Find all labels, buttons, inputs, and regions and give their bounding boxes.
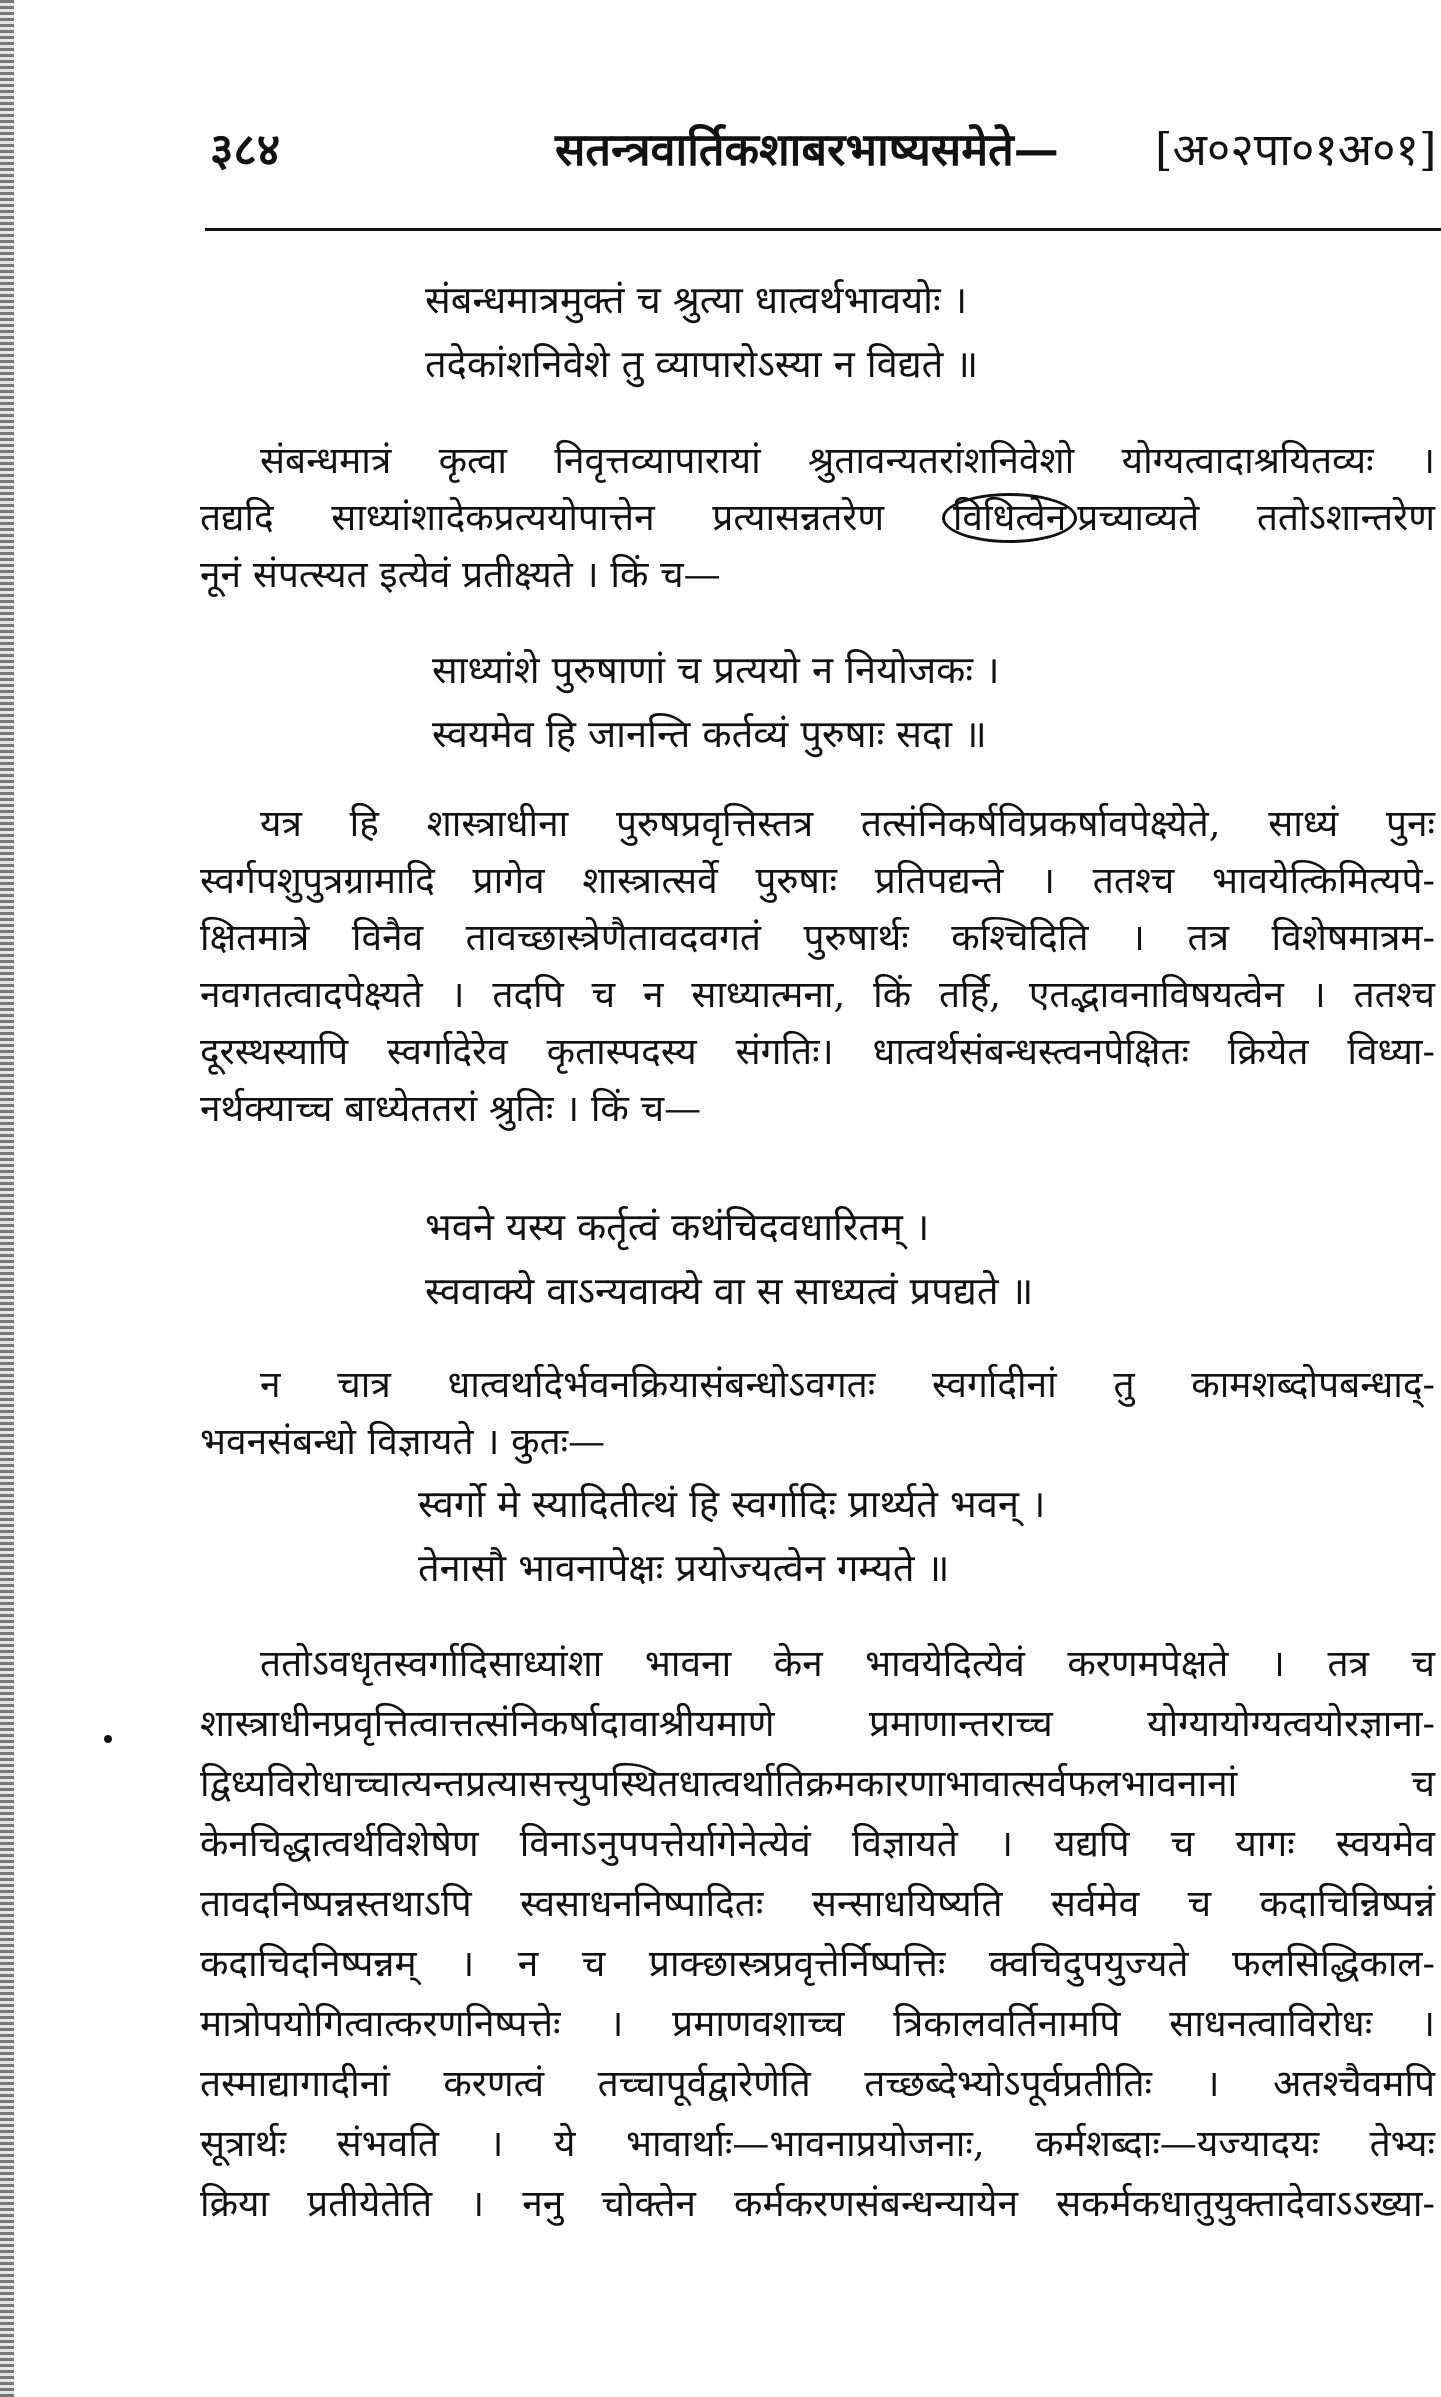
- paragraph-line: ततोऽवधृतस्वर्गादिसाध्यांशा भावना केन भावयेदित्येवं करणमपेक्षते । तत्र च: [260, 1642, 1435, 1685]
- line-text: प्रच्याव्यते ततोऽशान्तरेण: [1077, 496, 1435, 539]
- verse-block: [425, 268, 978, 396]
- verse-line: स्वर्गो मे स्यादितीत्थं हि स्वर्गादिः प्रार्थ्यते भवन् ।: [418, 1482, 1046, 1526]
- paragraph-line: द्विध्यविरोधाच्चात्यन्तप्रत्यासत्त्युपस्थितधात्वर्थातिक्रमकारणाभावात्सर्वफलभावनानां च: [200, 1762, 1435, 1805]
- stray-ink-dot: [104, 1735, 112, 1743]
- verse-block: [425, 1195, 1033, 1323]
- verse-line: साध्यांशे पुरुषाणां च प्रत्ययो न नियोजकः ।: [432, 648, 1000, 692]
- paragraph-line: तावदनिष्पन्नस्तथाऽपि स्वसाधननिष्पादितः सन्साधयिष्यति सर्वमेव च कदाचिन्निष्पन्नं: [200, 1882, 1435, 1925]
- paragraph-line: तस्माद्यागादीनां करणत्वं तच्चापूर्वद्वारेणेति तच्छब्देभ्योऽपूर्वप्रतीतिः । अतश्चैवमपि: [200, 2062, 1435, 2105]
- verse-block: [418, 1472, 1045, 1600]
- paragraph-line: यत्र हि शास्त्राधीना पुरुषप्रवृत्तिस्तत्र तत्संनिकर्षविप्रकर्षावपेक्ष्येते, साध्यं पुनः: [260, 802, 1435, 845]
- commentary-paragraph: [200, 1634, 1435, 2234]
- paragraph-line: केनचिद्धात्वर्थविशेषेण विनाऽनुपपत्तेर्यागेनेत्येवं विज्ञायते । यद्यपि च यागः स्वयमेव: [200, 1822, 1435, 1865]
- paragraph-line: नवगतत्वादपेक्ष्यते । तदपि च न साध्यात्मना, किं तर्हि, एतद्भावनाविषयत्वेन । ततश्च: [200, 973, 1435, 1016]
- paragraph-line: मात्रोपयोगित्वात्करणनिष्पत्तेः । प्रमाणवशाच्च त्रिकालवर्तिनामपि साधनत्वाविरोधः ।: [200, 2002, 1435, 2045]
- paragraph-line: कदाचिदनिष्पन्नम् । न च प्राक्छास्त्रप्रवृत्तेर्निष्पत्तिः क्वचिदुपयुज्यते फलसिद्धिकाल-: [200, 1942, 1435, 1985]
- commentary-paragraph: [200, 795, 1435, 1137]
- commentary-paragraph: [200, 1356, 1435, 1470]
- paragraph-line: [200, 489, 1435, 546]
- running-title: सतन्त्रवार्तिकशाबरभाष्यसमेते—: [555, 123, 1059, 176]
- page-number: ३८४: [210, 123, 281, 176]
- verse-line: संबन्धमात्रमुक्तं च श्रुत्या धात्वर्थभावयोः ।: [425, 278, 968, 322]
- commentary-paragraph: [200, 432, 1435, 603]
- paragraph-line: नर्थक्याच्च बाध्येततरां श्रुतिः । किं च—: [200, 1087, 702, 1130]
- line-text: तद्यदि साध्यांशादेकप्रत्ययोपात्तेन प्रत्यासन्नतरेण: [200, 496, 885, 539]
- circled-word: विधित्वेन: [942, 493, 1077, 543]
- paragraph-line: क्रिया प्रतीयेतेति । ननु चोक्तेन कर्मकरणसंबन्धन्यायेन सकर्मकधातुयुक्तादेवाऽऽख्या-: [200, 2182, 1435, 2225]
- paragraph-line: क्षितमात्रे विनैव तावच्छास्त्रेणैतावदवगतं पुरुषार्थः कश्चिदिति । तत्र विशेषमात्रम-: [200, 916, 1435, 959]
- paragraph-line: संबन्धमात्रं कृत्वा निवृत्तव्यापारायां श्रुतावन्यतरांशनिवेशो योग्यत्वादाश्रयितव्यः ।: [260, 439, 1435, 482]
- book-binding-edge: [0, 0, 14, 2397]
- paragraph-line: दूरस्थस्यापि स्वर्गादेरेव कृतास्पदस्य संगतिः। धात्वर्थसंबन्धस्त्वनपेक्षितः क्रियेत विध्या-: [200, 1030, 1435, 1073]
- verse-line: भवने यस्य कर्तृत्वं कथंचिदवधारितम् ।: [425, 1205, 930, 1249]
- paragraph-line: स्वर्गपशुपुत्रग्रामादि प्रागेव शास्त्रात्सर्वे पुरुषाः प्रतिपद्यन्ते । ततश्च भावयेत्किमित्यपे-: [200, 859, 1435, 902]
- paragraph-line: नूनं संपत्स्यत इत्येवं प्रतीक्ष्यते । किं च—: [200, 553, 721, 596]
- verse-line: तदेकांशनिवेशे तु व्यापारोऽस्या न विद्यते ॥: [425, 342, 979, 386]
- header-rule: [205, 228, 1441, 231]
- verse-line: स्ववाक्ये वाऽन्यवाक्ये वा स साध्यत्वं प्रपद्यते ॥: [425, 1269, 1034, 1313]
- paragraph-line: न चात्र धात्वर्थादेर्भवनक्रियासंबन्धोऽवगतः स्वर्गादीनां तु कामशब्दोपबन्धाद्-: [260, 1363, 1435, 1406]
- verse-line: स्वयमेव हि जानन्ति कर्तव्यं पुरुषाः सदा ॥: [432, 712, 987, 756]
- paragraph-line: सूत्रार्थः संभवति । ये भावार्थाः—भावनाप्रयोजनाः, कर्मशब्दाः—यज्यादयः तेभ्यः: [200, 2122, 1435, 2165]
- verse-line: तेनासौ भावनापेक्षः प्रयोज्यत्वेन गम्यते ॥: [418, 1546, 950, 1590]
- verse-block: [432, 638, 1000, 766]
- section-reference: [अ०२पा०१अ०१]: [1155, 123, 1437, 176]
- paragraph-line: शास्त्राधीनप्रवृत्तित्वात्तत्संनिकर्षादावाश्रीयमाणे प्रमाणान्तराच्च योग्यायोग्यत्वयोरज्ञाना-: [200, 1702, 1435, 1745]
- paragraph-line: भवनसंबन्धो विज्ञायते । कुतः—: [200, 1420, 606, 1463]
- page-header: [210, 118, 1441, 198]
